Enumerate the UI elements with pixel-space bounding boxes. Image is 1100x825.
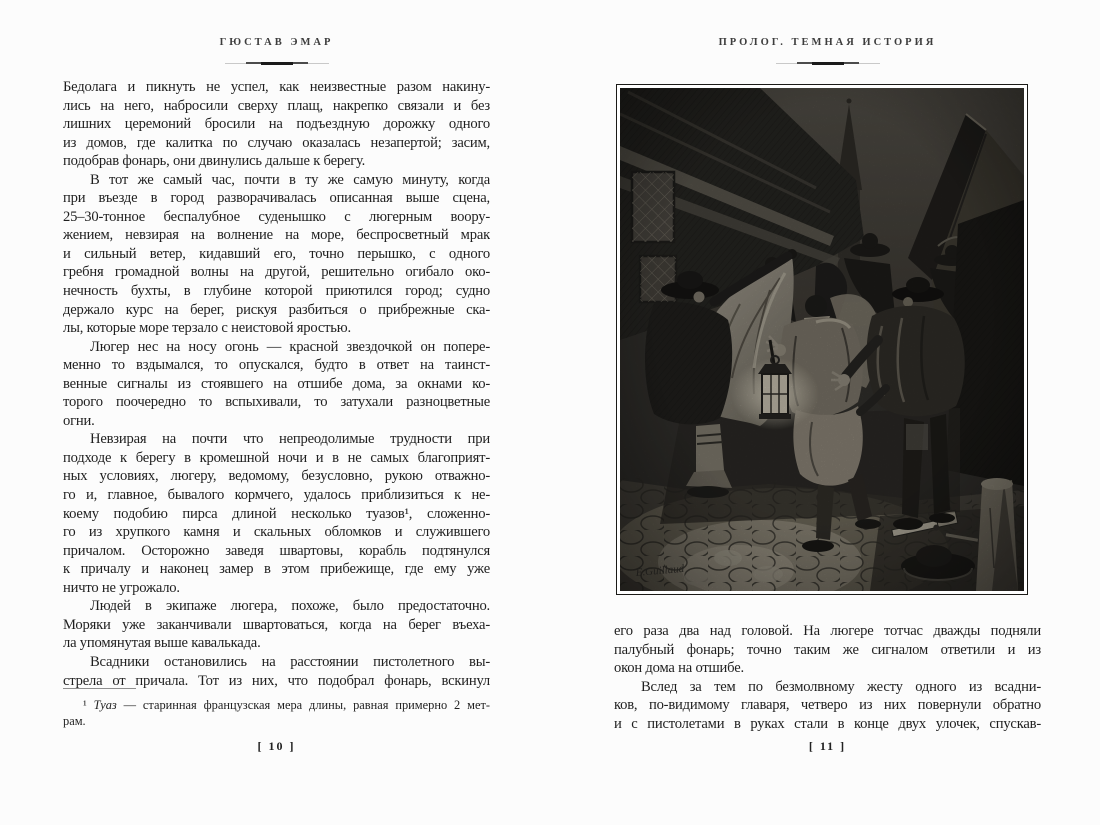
text-line: Люгер нес на носу огонь — красной звездочкой он попере- [90,338,490,355]
text-line: гребня громадной волны на другой, решительно огибало око- [63,264,490,281]
text-line: огни. [63,412,95,429]
text-line: коему подобию пирса длиной несколько туазов¹, сложенно- [63,505,490,522]
text-line: Всадники остановились на расстоянии пистолетного вы- [90,653,490,670]
text-line: ла упомянутая выше кавалькада. [63,635,261,652]
text-line: Бедолага и пикнуть не успел, как неизвестные разом накину- [63,79,490,95]
right-body-text [614,622,1041,733]
text-line: и с пистолетами в руках стали в конце двух улочек, спускав- [614,715,1041,732]
paragraph [63,653,490,690]
text-line: Людей в экипаже люгера, похоже, было предостаточно. [90,598,490,615]
text-line: при въезде в город разворачивалась описанная выше сцена, [63,190,490,207]
text-line: жением, невзирая на волнение на море, беспросветный мрак [63,227,490,244]
text-line: лишних церемоний бросили на подъездную дорожку одного [63,116,490,133]
paragraph [63,171,490,338]
ornament-center-bar [261,62,293,65]
text-line: ков, по-видимому главаря, четверо из них повернули обратно [614,697,1041,714]
footnote-line: рам. [63,714,86,728]
text-line: го и, главное, бывалого кормчего, удалось приблизиться к не- [63,487,490,504]
footnote-term: Туаз [93,698,117,712]
paragraph [614,622,1041,678]
text-line: Вслед за тем по безмолвному жесту одного из всадни- [641,678,1041,695]
paragraph [63,430,490,597]
paragraph [614,678,1041,734]
text-line: стрела от причала. Тот из них, что подобрал фонарь, вскинул [63,672,490,689]
text-line: нечность бухты, в глубине которой приютился город; судно [63,283,490,300]
left-page [63,0,490,825]
header-ornament-rule [776,61,880,65]
footnote-rule [63,688,136,689]
page-number-left: [ 10 ] [257,739,296,753]
text-line: лись на него, набросили сверху плащ, накрепко связали и без [63,97,490,114]
text-line: к причалу и наконец замер в этом прибежище, где ему уже [63,561,490,578]
text-line: из домов, где калитка по случаю оказалась незапертой; засим, [63,134,490,151]
running-head-author: ГЮСТАВ ЭМАР [219,37,334,48]
footnote-marker: ¹ [83,698,87,712]
footnote-line [63,697,490,713]
text-line: Невзирая на почти что непреодолимые трудности при [90,431,490,448]
ornament-center-bar [812,62,844,65]
text-line: 25–30-тонное беспалубное суденышко с люгерным воору- [63,208,490,225]
footnote-text: — старинная французская мера длины, равная примерно 2 мет- [123,698,490,712]
engraving-grain [620,88,1024,591]
text-line: держало курс на берег, рискуя разбиться о прибрежные ска- [63,301,490,318]
text-line: Моряки уже заканчивали швартоваться, когда на берег въеха- [63,616,490,633]
header-ornament-rule [225,61,329,65]
text-line: его раза два над головой. На люгере тотчас дважды подняли [614,623,1041,639]
paragraph [63,78,490,171]
text-line: лы, которые море терзало с неистовой яростью. [63,320,351,337]
engraving-scene [620,88,1024,591]
engraving-plate [616,84,1028,595]
text-line: менно то вздымался, то опускался, будто в ответ на таинст- [63,357,490,374]
text-line: го из хрупкого камня и скальных обломков и служившего [63,524,490,541]
right-page [614,0,1041,825]
text-line: венные сигналы из стоявшего на отшибе дома, за окнами ко- [63,375,490,392]
text-line: окон дома на отшибе. [614,660,744,677]
text-line: подобрав фонарь, они двинулись дальше к берегу. [63,153,366,170]
text-line: торого поочередно то вспыхивали, то затухали разноцветные [63,394,490,411]
text-line: и сильный ветер, кидавший его, точно перышко, с одного [63,245,490,262]
running-head-chapter: ПРОЛОГ. ТЕМНАЯ ИСТОРИЯ [718,37,937,48]
paragraph [63,597,490,653]
text-line: В тот же самый час, почти в ту же самую минуту, когда [90,171,490,188]
text-line: ных условиях, люгеру, ведомому, безусловно, рукою отважно- [63,468,490,485]
footnote [63,688,490,729]
paragraph [63,338,490,431]
text-line: подходе к берегу в кромешной ночи и в не самых благоприят- [63,449,490,466]
page-number-right: [ 11 ] [808,739,847,753]
text-line: причалом. Осторожно заведя швартовы, корабль подтянулся [63,542,490,559]
text-line: ничто не угрожало. [63,579,180,596]
left-body-text [63,78,490,690]
text-line: палубный фонарь; точно таким же сигналом ответили и из [614,641,1041,658]
